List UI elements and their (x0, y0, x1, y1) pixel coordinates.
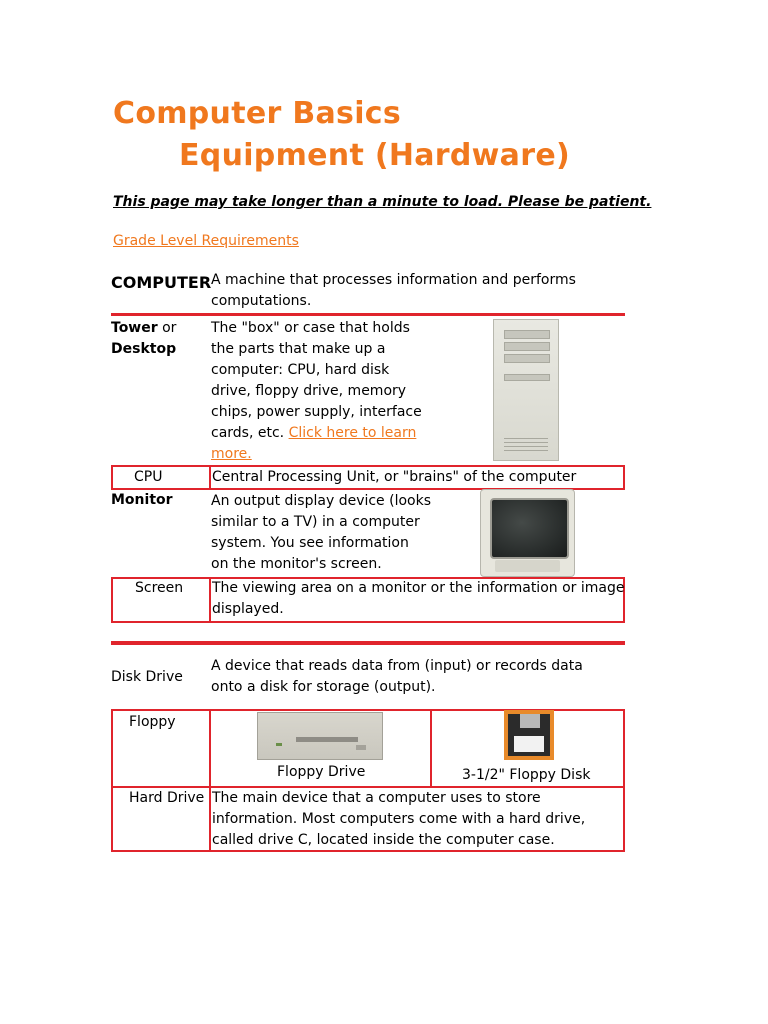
table-divider (209, 465, 211, 490)
monitor-term: Monitor (111, 492, 173, 508)
hard-drive-definition (212, 788, 585, 851)
screen-definition-line: The viewing area on a monitor or the information or image (212, 580, 625, 596)
section-divider (111, 641, 625, 645)
tower-term (111, 318, 176, 360)
monitor-definition-line: similar to a TV) in a computer (211, 514, 420, 530)
computer-definition-line: computations. (211, 293, 312, 309)
hard-drive-definition-line: called drive C, located inside the computer case. (212, 832, 555, 848)
floppy-disk-caption: 3-1/2" Floppy Disk (462, 767, 591, 783)
learn-more-link[interactable]: Click here to learn (288, 425, 417, 441)
monitor-definition-line: An output display device (looks (211, 493, 432, 509)
monitor-definition-line: system. You see information (211, 535, 409, 551)
tower-definition-line: the parts that make up a (211, 341, 386, 357)
disk-drive-definition-line: A device that reads data from (input) or records data (211, 658, 583, 674)
grade-level-link[interactable]: Grade Level Requirements (113, 233, 299, 249)
table-divider (209, 577, 211, 623)
disk-drive-term: Disk Drive (111, 669, 183, 685)
computer-term: COMPUTER (111, 273, 212, 292)
monitor-definition-line: on the monitor's screen. (211, 556, 382, 572)
tower-definition (211, 318, 481, 465)
floppy-drive-image (257, 712, 383, 760)
table-divider (209, 709, 211, 852)
tower-definition-line: cards, etc. (211, 425, 289, 441)
learn-more-link-continued[interactable]: more. (211, 446, 252, 462)
load-notice: This page may take longer than a minute to load. Please be patient. (113, 194, 652, 210)
page-title: Computer Basics (113, 96, 402, 131)
section-divider (111, 313, 625, 316)
tower-definition-line: computer: CPU, hard disk (211, 362, 390, 378)
floppy-disk-image (504, 710, 554, 760)
hard-drive-definition-line: The main device that a computer uses to store (212, 790, 541, 806)
screen-definition-line: displayed. (212, 601, 284, 617)
tower-term-or: or (157, 320, 177, 336)
hard-drive-term: Hard Drive (129, 790, 205, 806)
tower-definition-line: drive, floppy drive, memory (211, 383, 407, 399)
monitor-definition (211, 491, 471, 575)
tower-computer-image (493, 319, 559, 461)
monitor-image (480, 489, 575, 577)
desktop-term-bold: Desktop (111, 341, 177, 357)
tower-definition-line: The "box" or case that holds (211, 320, 410, 336)
tower-definition-line: chips, power supply, interface (211, 404, 422, 420)
page-subtitle: Equipment (Hardware) (179, 138, 570, 173)
disk-drive-definition-line: onto a disk for storage (output). (211, 679, 436, 695)
screen-definition (212, 578, 624, 620)
computer-definition-line: A machine that processes information and performs (211, 272, 576, 288)
floppy-term: Floppy (129, 714, 176, 730)
tower-term-bold: Tower (111, 320, 158, 336)
floppy-drive-caption: Floppy Drive (277, 764, 366, 780)
disk-drive-definition (211, 656, 583, 698)
screen-term: Screen (135, 580, 184, 596)
computer-definition (211, 270, 576, 312)
cpu-definition: Central Processing Unit, or "brains" of the computer (212, 469, 577, 485)
table-divider (430, 709, 432, 787)
cpu-term: CPU (134, 469, 163, 485)
hard-drive-definition-line: information. Most computers come with a hard drive, (212, 811, 586, 827)
